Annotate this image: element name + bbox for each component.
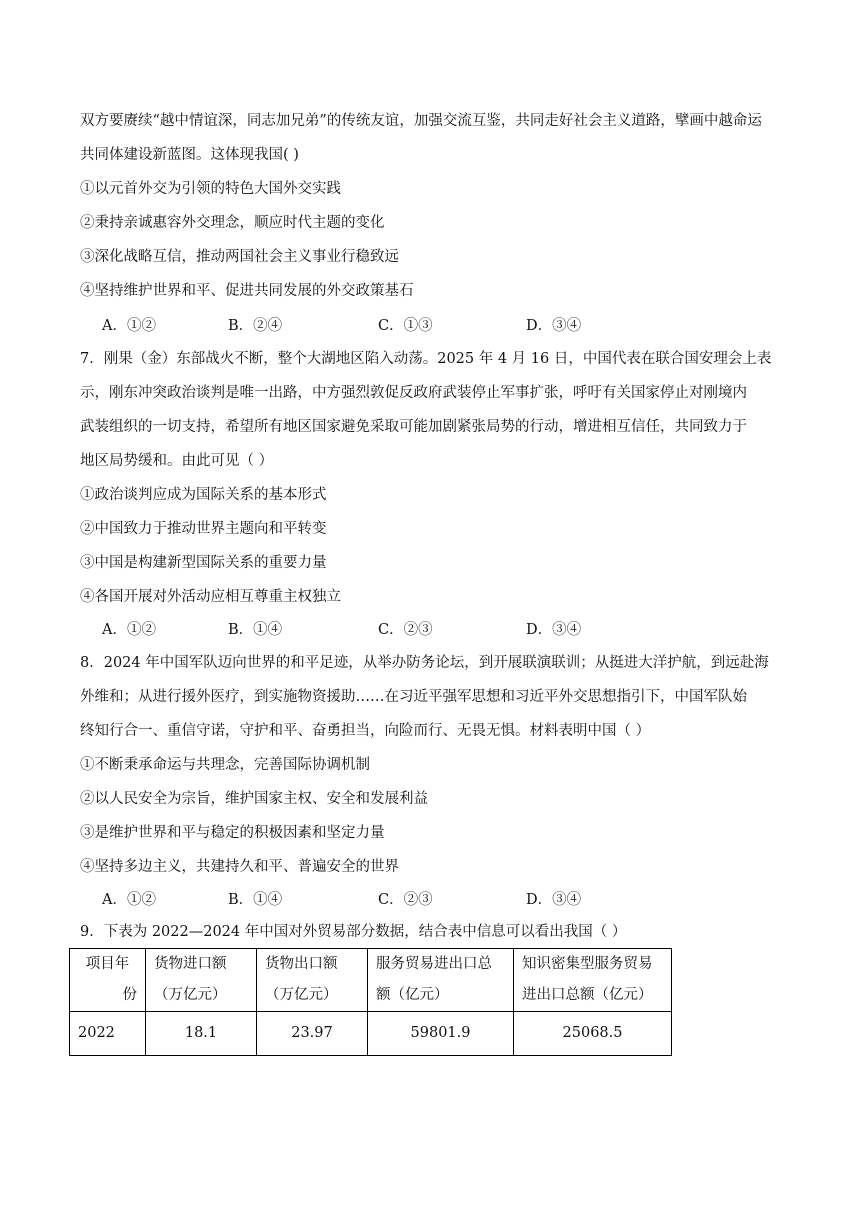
cell-service-total: 59801.9: [368, 1012, 514, 1056]
cell-knowledge-total: 25068.5: [514, 1012, 672, 1056]
q6-item-1: ①以元首外交为引领的特色大国外交实践: [80, 181, 341, 197]
q6-option-c[interactable]: C．①③: [378, 318, 433, 334]
q6-item-3: ③深化战略互信，推动两国社会主义事业行稳致远: [80, 249, 399, 265]
q7-item-3: ③中国是构建新型国际关系的重要力量: [80, 555, 327, 571]
header-service-total: 服务贸易进出口总 额（亿元）: [368, 949, 514, 1012]
q7-stem-line-4: 地区局势缓和。由此可见（ ）: [80, 453, 274, 469]
header-project-year: 项目年 份: [70, 949, 146, 1012]
q7-stem-line-3: 武装组织的一切支持，希望所有地区国家避免采取可能加剧紧张局势的行动，增进相互信任，共同致力于: [80, 419, 747, 435]
cell-goods-export: 23.97: [257, 1012, 368, 1056]
q7-item-4: ④各国开展对外活动应相互尊重主权独立: [80, 589, 341, 605]
q6-option-b[interactable]: B．②④: [228, 318, 283, 334]
q8-option-a[interactable]: A．①②: [102, 892, 156, 908]
q7-item-1: ①政治谈判应成为国际关系的基本形式: [80, 487, 327, 503]
table-row: [70, 1012, 672, 1056]
cell-year: 2022: [70, 1012, 146, 1056]
q7-item-2: ②中国致力于推动世界主题向和平转变: [80, 521, 327, 537]
q6-option-a[interactable]: A．①②: [102, 318, 156, 334]
header-knowledge-total: 知识密集型服务贸易 进出口总额（亿元）: [514, 949, 672, 1012]
header-goods-import: 货物进口额 （万亿元）: [146, 949, 257, 1012]
q8-stem-line-2: 外维和；从进行援外医疗，到实施物资援助……在习近平强军思想和习近平外交思想指引下，中国军队始: [80, 689, 747, 705]
q7-option-a[interactable]: A．①②: [102, 622, 156, 638]
q8-option-d[interactable]: D．③④: [526, 892, 582, 908]
q6-option-d[interactable]: D．③④: [526, 318, 582, 334]
cell-goods-import: 18.1: [146, 1012, 257, 1056]
header-goods-export: 货物出口额 （万亿元）: [257, 949, 368, 1012]
q6-item-2: ②秉持亲诚惠容外交理念，顺应时代主题的变化: [80, 215, 385, 231]
q8-stem-line-3: 终知行合一、重信守诺，守护和平、奋勇担当，向险而行、无畏无惧。材料表明中国（ ）: [80, 723, 651, 739]
q7-option-d[interactable]: D．③④: [526, 622, 582, 638]
trade-data-table: [69, 948, 672, 1056]
q8-item-1: ①不断秉承命运与共理念，完善国际协调机制: [80, 757, 370, 773]
q8-item-4: ④坚持多边主义，共建持久和平、普遍安全的世界: [80, 859, 399, 875]
q6-stem-line-2: 共同体建设新蓝图。这体现我国( ): [80, 147, 299, 163]
q9-stem: 9．下表为 2022—2024 年中国对外贸易部分数据，结合表中信息可以看出我国（ ）: [80, 924, 627, 940]
q6-item-4: ④坚持维护世界和平、促进共同发展的外交政策基石: [80, 283, 414, 299]
q8-item-3: ③是维护世界和平与稳定的积极因素和坚定力量: [80, 825, 385, 841]
q8-option-b[interactable]: B．①④: [228, 892, 283, 908]
q8-stem-line-1: 8．2024 年中国军队迈向世界的和平足迹，从举办防务论坛，到开展联演联训；从挺进大洋护航，到远赴海: [80, 655, 769, 671]
q7-option-c[interactable]: C．②③: [378, 622, 433, 638]
q8-item-2: ②以人民安全为宗旨，维护国家主权、安全和发展利益: [80, 791, 428, 807]
q6-stem-line-1: 双方要赓续“越中情谊深，同志加兄弟”的传统友谊，加强交流互鉴，共同走好社会主义道路，擘画中越命运: [80, 113, 762, 129]
q7-stem-line-1: 7．刚果（金）东部战火不断，整个大湖地区陷入动荡。2025 年 4 月 16 日，中国代表在联合国安理会上表: [80, 351, 772, 367]
q7-stem-line-2: 示，刚东冲突政治谈判是唯一出路，中方强烈敦促反政府武装停止军事扩张，呼吁有关国家停止对刚境内: [80, 385, 747, 401]
q8-option-c[interactable]: C．②③: [378, 892, 433, 908]
table-header-row: [70, 949, 672, 1012]
q7-option-b[interactable]: B．①④: [228, 622, 283, 638]
